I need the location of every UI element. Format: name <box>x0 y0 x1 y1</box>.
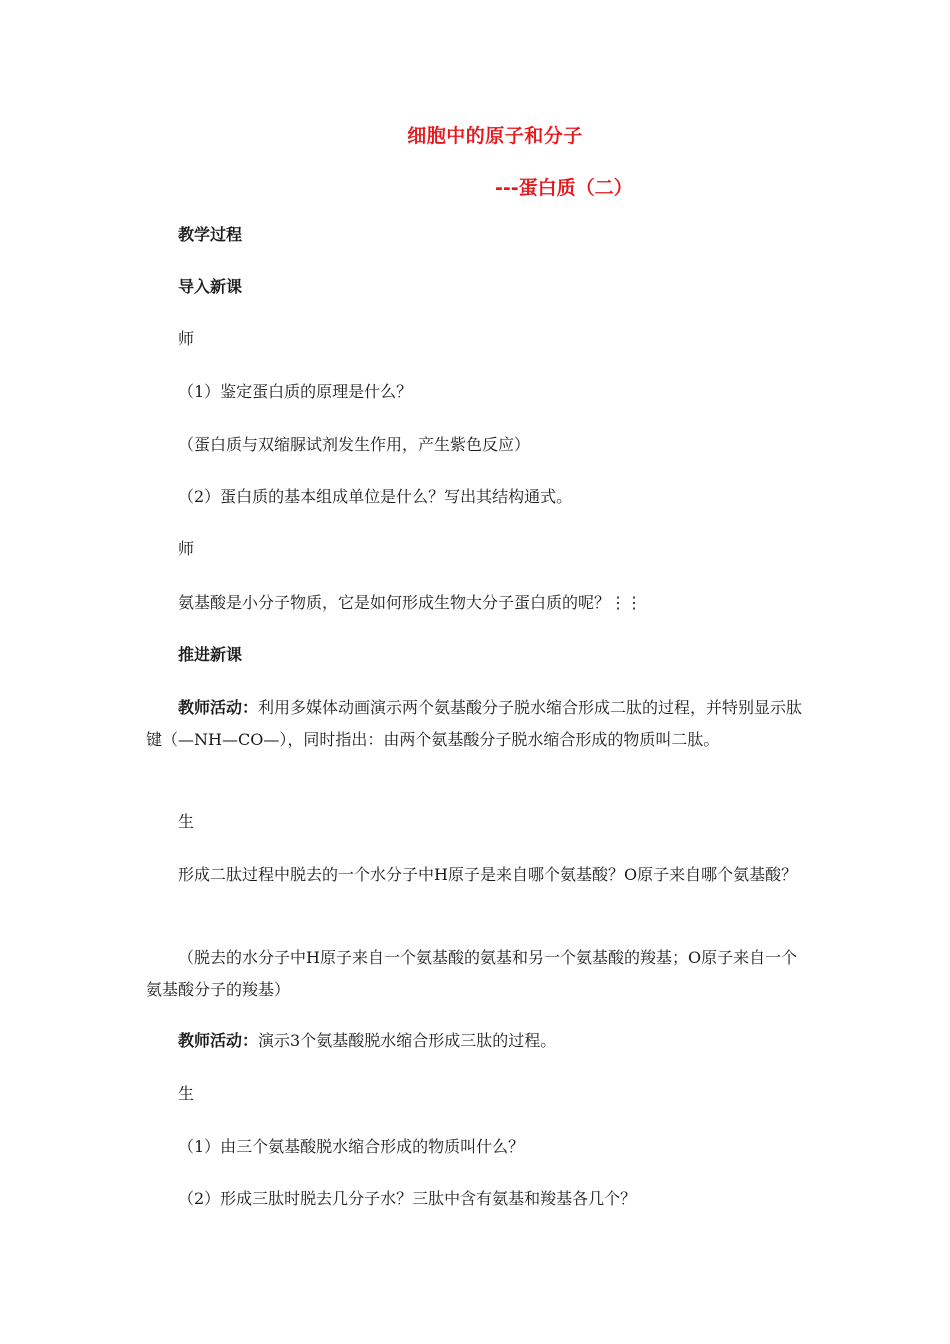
answer-4: （脱去的水分子中H原子来自一个氨基酸的氨基和另一个氨基酸的羧基；O原子来自一个氨基酸分子的羧基） <box>146 948 798 999</box>
question-3: 氨基酸是小分子物质，它是如何形成生物大分子蛋白质的呢？⋮⋮ <box>178 593 643 612</box>
speaker-student: 生 <box>178 812 195 831</box>
heading-introduction: 导入新课 <box>178 277 243 296</box>
speaker-student: 生 <box>178 1084 195 1103</box>
question-2: （2）蛋白质的基本组成单位是什么？写出其结构通式。 <box>178 487 573 506</box>
heading-teaching-process: 教学过程 <box>178 225 243 244</box>
question-4: 形成二肽过程中脱去的一个水分子中H原子是来自哪个氨基酸？O原子来自哪个氨基酸？ <box>178 865 798 884</box>
activity-label: 教师活动： <box>178 1031 259 1050</box>
activity-text: 演示3个氨基酸脱水缩合形成三肽的过程。 <box>258 1031 557 1050</box>
speaker-teacher: 师 <box>178 539 195 558</box>
question-6: （2）形成三肽时脱去几分子水？三肽中含有氨基和羧基各几个？ <box>178 1189 637 1208</box>
document-subtitle: ---蛋白质（二） <box>495 177 633 199</box>
document-title: 细胞中的原子和分子 <box>407 125 583 147</box>
answer-1: （蛋白质与双缩脲试剂发生作用，产生紫色反应） <box>178 435 531 454</box>
teacher-activity-1 <box>146 692 806 756</box>
activity-label: 教师活动： <box>178 698 259 717</box>
question-5: （1）由三个氨基酸脱水缩合形成的物质叫什么？ <box>178 1137 525 1156</box>
teacher-activity-2 <box>146 1025 806 1057</box>
activity-text: 利用多媒体动画演示两个氨基酸分子脱水缩合形成二肽的过程，并特别显示肽键（—NH—CO—），同时指出：由两个氨基酸分子脱水缩合形成的物质叫二肽。 <box>146 698 803 749</box>
heading-new-lesson: 推进新课 <box>178 645 243 664</box>
question-1: （1）鉴定蛋白质的原理是什么？ <box>178 382 413 401</box>
speaker-teacher: 师 <box>178 329 195 348</box>
